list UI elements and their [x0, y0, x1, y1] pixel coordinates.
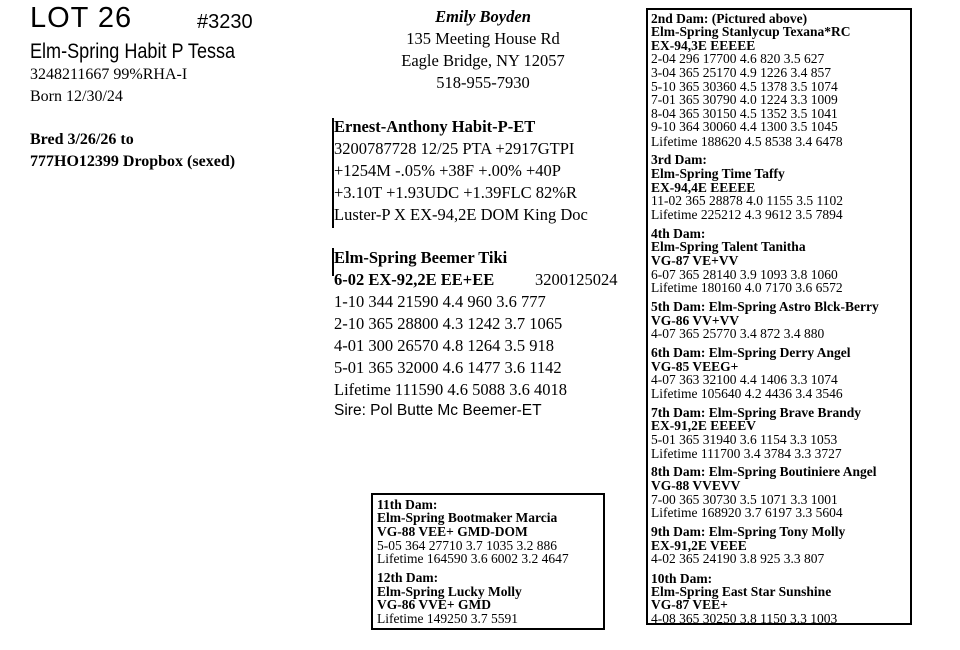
owner-name: Emily Boyden — [435, 7, 531, 26]
dam2-record: 9-10 364 30060 4.4 1300 3.5 1045 — [651, 119, 838, 134]
dam7-record: 5-01 365 31940 3.6 1154 3.3 1053 — [651, 432, 838, 447]
dam6-classification: VG-85 VEEG+ — [651, 359, 739, 374]
bred-service-sire: 777HO12399 Dropbox (sexed) — [30, 153, 236, 170]
dam4-heading: 4th Dam: — [651, 226, 706, 241]
owner-city: Eagle Bridge, NY 12057 — [401, 51, 565, 70]
dam6-record: 4-07 363 32100 4.4 1406 3.3 1074 — [651, 372, 838, 387]
dam8-record: 7-00 365 30730 3.5 1071 3.3 1001 — [651, 492, 838, 507]
birth-date: Born 12/30/24 — [30, 88, 123, 105]
dam11-name: Elm-Spring Bootmaker Marcia — [377, 510, 558, 525]
dam5-classification: VG-86 VV+VV — [651, 313, 740, 328]
dam2-record: 7-01 365 30790 4.0 1224 3.3 1009 — [651, 92, 838, 107]
dam-name: Elm-Spring Beemer Tiki — [334, 248, 508, 267]
dam3-lifetime: Lifetime 225212 4.3 9612 3.5 7894 — [651, 207, 843, 222]
dam-sire: Sire: Pol Butte Mc Beemer-ET — [334, 402, 542, 419]
dam12-name: Elm-Spring Lucky Molly — [377, 584, 522, 599]
dam2-lifetime: Lifetime 188620 4.5 8538 3.4 6478 — [651, 134, 843, 149]
dam-lifetime: Lifetime 111590 4.6 5088 3.6 4018 — [334, 380, 567, 399]
owner-street: 135 Meeting House Rd — [406, 29, 560, 48]
dam9-classification: EX-91,2E VEEE — [651, 538, 747, 553]
dam2-record: 5-10 365 30360 4.5 1378 3.5 1074 — [651, 79, 838, 94]
dam10-heading: 10th Dam: — [651, 571, 713, 586]
dam10-record: 4-08 365 30250 3.8 1150 3.3 1003 — [651, 611, 838, 626]
dam8-heading: 8th Dam: Elm-Spring Boutiniere Angel — [651, 464, 877, 479]
dam2-heading: 2nd Dam: (Pictured above) — [651, 11, 808, 26]
lot-title: LOT 26 — [30, 2, 133, 34]
dam11-classification: VG-88 VEE+ GMD-DOM — [377, 524, 528, 539]
dam-record: 4-01 300 26570 4.8 1264 3.5 918 — [334, 336, 554, 355]
dam11-heading: 11th Dam: — [377, 497, 438, 512]
dam11-lifetime: Lifetime 164590 3.6 6002 3.2 4647 — [377, 551, 569, 566]
dam10-name: Elm-Spring East Star Sunshine — [651, 584, 832, 599]
dam5-record: 4-07 365 25770 3.4 872 3.4 880 — [651, 326, 825, 341]
animal-name: Elm-Spring Habit P Tessa — [30, 40, 236, 63]
dam-record: 5-01 365 32000 4.6 1477 3.6 1142 — [334, 358, 562, 377]
dam3-classification: EX-94,4E EEEEE — [651, 180, 756, 195]
dam2-record: 8-04 365 30150 4.5 1352 3.5 1041 — [651, 106, 838, 121]
dam4-classification: VG-87 VE+VV — [651, 253, 739, 268]
dam3-heading: 3rd Dam: — [651, 152, 707, 167]
dam4-name: Elm-Spring Talent Tanitha — [651, 239, 806, 254]
owner-phone: 518-955-7930 — [436, 73, 530, 92]
registration-line: 3248211667 99%RHA-I — [30, 66, 188, 83]
dam5-heading: 5th Dam: Elm-Spring Astro Blck-Berry — [651, 299, 879, 314]
dam12-heading: 12th Dam: — [377, 570, 439, 585]
dam2-name: Elm-Spring Stanlycup Texana*RC — [651, 24, 851, 39]
dam2-classification: EX-94,3E EEEEE — [651, 38, 756, 53]
dam7-lifetime: Lifetime 111700 3.4 3784 3.3 3727 — [651, 446, 842, 461]
sire-line-1: 3200787728 12/25 PTA +2917GTPI — [334, 139, 575, 158]
dam10-classification: VG-87 VEE+ — [651, 597, 728, 612]
dam8-lifetime: Lifetime 168920 3.7 6197 3.3 5604 — [651, 505, 843, 520]
dam7-heading: 7th Dam: Elm-Spring Brave Brandy — [651, 405, 862, 420]
dam2-record: 2-04 296 17700 4.6 820 3.5 627 — [651, 51, 825, 66]
dam6-heading: 6th Dam: Elm-Spring Derry Angel — [651, 345, 851, 360]
sire-line-4: Luster-P X EX-94,2E DOM King Doc — [334, 205, 588, 224]
dam-registration: 3200125024 — [535, 270, 618, 289]
dam8-classification: VG-88 VVEVV — [651, 478, 741, 493]
dam7-classification: EX-91,2E EEEEV — [651, 418, 757, 433]
sire-line-3: +3.10T +1.93UDC +1.39FLC 82%R — [334, 183, 578, 202]
dam9-record: 4-02 365 24190 3.8 925 3.3 807 — [651, 551, 825, 566]
lot-number: #3230 — [197, 11, 253, 33]
dam2-record: 3-04 365 25170 4.9 1226 3.4 857 — [651, 65, 831, 80]
bred-date: Bred 3/26/26 to — [30, 131, 134, 148]
dam12-classification: VG-86 VVE+ GMD — [377, 597, 491, 612]
dam-record: 2-10 365 28800 4.3 1242 3.7 1065 — [334, 314, 563, 333]
dam12-lifetime: Lifetime 149250 3.7 5591 — [377, 611, 518, 626]
sire-line-2: +1254M -.05% +38F +.00% +40P — [334, 161, 561, 180]
dam4-lifetime: Lifetime 180160 4.0 7170 3.6 6572 — [651, 280, 843, 295]
sire-name: Ernest-Anthony Habit-P-ET — [334, 117, 536, 136]
dam3-record: 11-02 365 28878 4.0 1155 3.5 1102 — [651, 193, 843, 208]
dam6-lifetime: Lifetime 105640 4.2 4436 3.4 3546 — [651, 386, 843, 401]
dam-classification: 6-02 EX-92,2E EE+EE — [334, 270, 495, 289]
dam11-record: 5-05 364 27710 3.7 1035 3.2 886 — [377, 538, 557, 553]
dam3-name: Elm-Spring Time Taffy — [651, 166, 785, 181]
dam4-record: 6-07 365 28140 3.9 1093 3.8 1060 — [651, 267, 838, 282]
dam9-heading: 9th Dam: Elm-Spring Tony Molly — [651, 524, 846, 539]
dam-record: 1-10 344 21590 4.4 960 3.6 777 — [334, 292, 546, 311]
